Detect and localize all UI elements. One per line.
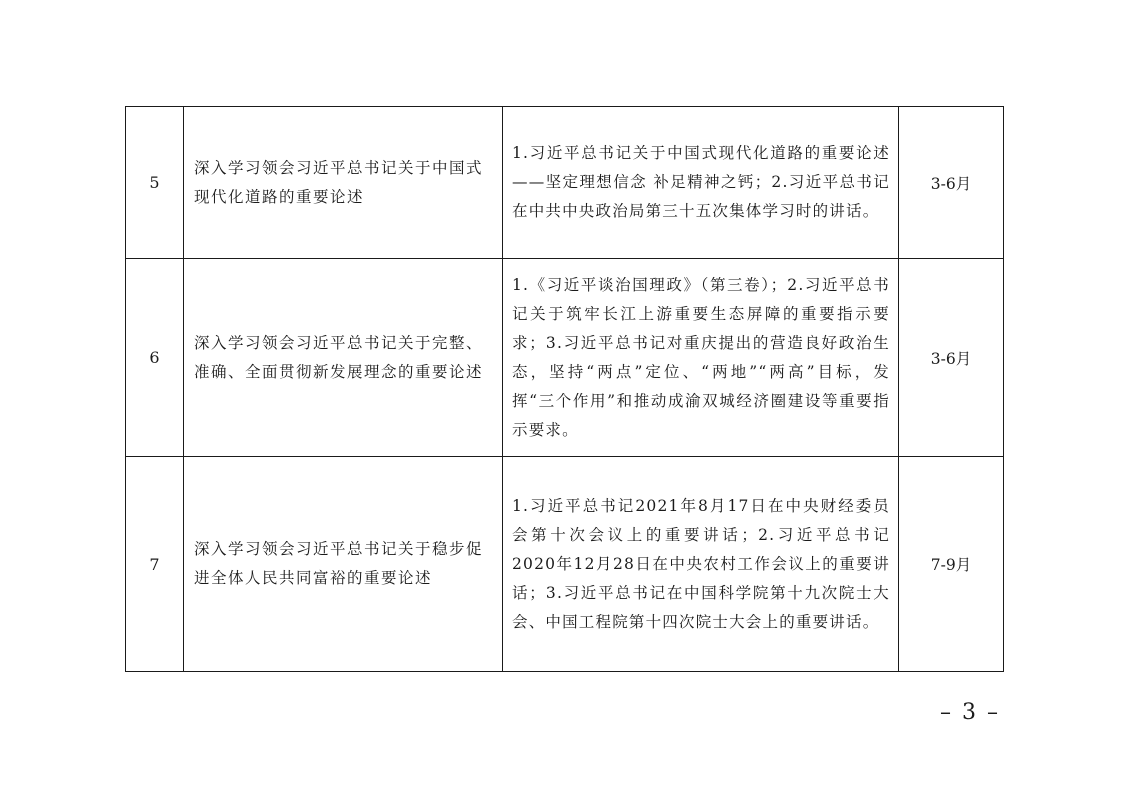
study-content: 1.《习近平谈治国理政》（第三卷）；2.习近平总书记关于筑牢长江上游重要生态屏障的重要指示要求；3.习近平总书记对重庆提出的营造良好政治生态，坚持“两点”定位、“两地”“两高”目标，发挥“三个作用”和推动成渝双城经济圈建设等重要指示要求。 — [503, 259, 899, 457]
table-row — [126, 457, 1004, 672]
row-number: 5 — [126, 107, 184, 259]
study-topic: 深入学习领会习近平总书记关于中国式现代化道路的重要论述 — [184, 107, 503, 259]
study-content: 1.习近平总书记2021年8月17日在中央财经委员会第十次会议上的重要讲话；2.习近平总书记2020年12月28日在中央农村工作会议上的重要讲话；3.习近平总书记在中国科学院第十九次院士大会、中国工程院第十四次院士大会上的重要讲话。 — [503, 457, 899, 672]
study-schedule-table — [125, 106, 1004, 672]
row-number: 6 — [126, 259, 184, 457]
table-row — [126, 259, 1004, 457]
study-topic: 深入学习领会习近平总书记关于稳步促进全体人民共同富裕的重要论述 — [184, 457, 503, 672]
time-period: 7-9月 — [899, 457, 1004, 672]
time-period: 3-6月 — [899, 259, 1004, 457]
table-row — [126, 107, 1004, 259]
row-number: 7 — [126, 457, 184, 672]
study-content: 1.习近平总书记关于中国式现代化道路的重要论述——坚定理想信念 补足精神之钙；2.习近平总书记在中共中央政治局第三十五次集体学习时的讲话。 — [503, 107, 899, 259]
study-topic: 深入学习领会习近平总书记关于完整、准确、全面贯彻新发展理念的重要论述 — [184, 259, 503, 457]
page-number: – 3 – — [940, 700, 1000, 725]
time-period: 3-6月 — [899, 107, 1004, 259]
